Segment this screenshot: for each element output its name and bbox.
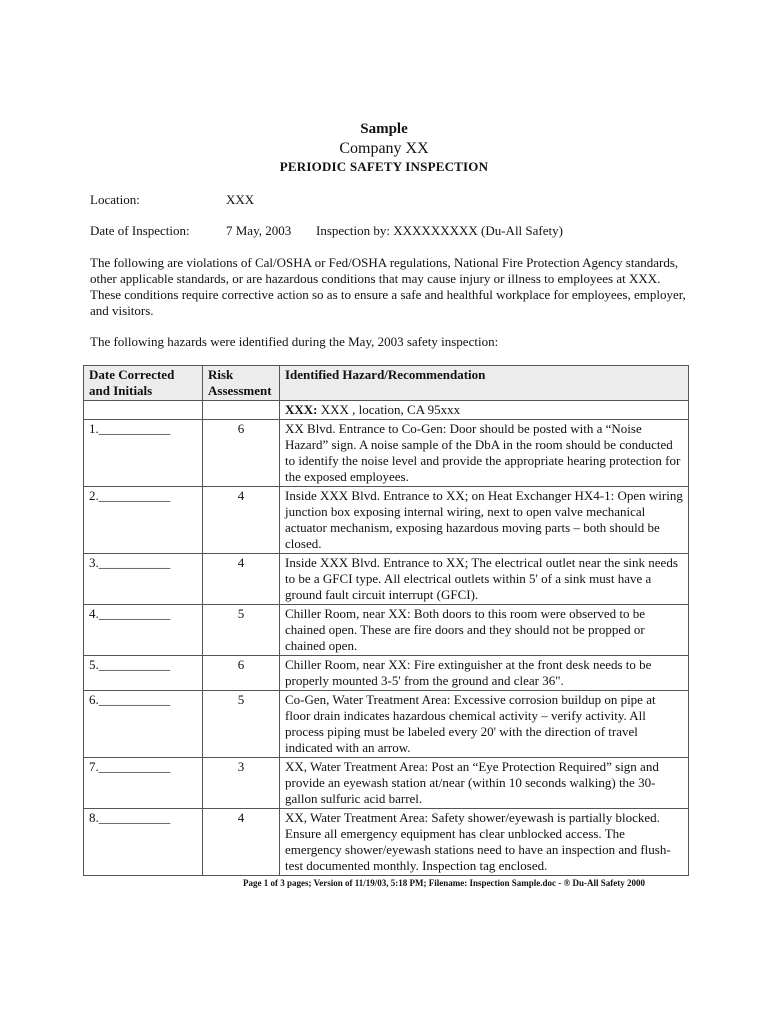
table-row [84,554,689,605]
hazard-cell: Co-Gen, Water Treatment Area: Excessive corrosion buildup on pipe at floor drain indicates hazardous chemical activity – verify activity. All process piping must be labeled every 20' with the direction of travel indicated with an arrow. [280,691,689,758]
table-header-row [84,366,689,401]
inspector-label: Inspection by: [316,223,391,238]
date-initials-cell: 7.___________ [84,758,203,809]
risk-cell: 6 [203,420,280,487]
table-row [84,656,689,691]
location-label: Location: [90,192,140,207]
site-row [84,401,689,420]
site-label: XXX: [285,402,318,417]
header-hazard: Identified Hazard/Recommendation [280,366,689,401]
risk-cell: 4 [203,809,280,876]
date-initials-cell: 1.___________ [84,420,203,487]
date-initials-cell: 4.___________ [84,605,203,656]
site-cell [280,401,689,420]
hazards-intro: The following hazards were identified during the May, 2003 safety inspection: [90,334,499,349]
location-line [90,192,254,208]
company-name: Company XX [339,140,429,157]
site-value: XXX , location, CA 95xxx [317,402,461,417]
table-row [84,487,689,554]
inspector-value: XXXXXXXXX (Du-All Safety) [393,223,563,238]
sample-heading: Sample [360,121,408,137]
header-risk-assessment: Risk Assessment [203,366,280,401]
table-row [84,691,689,758]
site-empty-cell [203,401,280,420]
risk-cell: 4 [203,554,280,605]
hazard-cell: Inside XXX Blvd. Entrance to XX; on Heat Exchanger HX4-1: Open wiring junction box exposing internal wiring, next to open valve mechanical actuator mechanism, exposing hazardous moving parts – both should be closed. [280,487,689,554]
hazard-cell: XX, Water Treatment Area: Post an “Eye Protection Required” sign and provide an eyewash station at/near (within 10 seconds walking) the 30-gallon sulfuric acid barrel. [280,758,689,809]
hazard-table [83,365,689,876]
date-initials-cell: 5.___________ [84,656,203,691]
risk-cell: 4 [203,487,280,554]
table-row [84,605,689,656]
page-title: PERIODIC SAFETY INSPECTION [279,159,489,174]
risk-cell: 3 [203,758,280,809]
risk-cell: 5 [203,605,280,656]
hazard-cell: XX Blvd. Entrance to Co-Gen: Door should be posted with a “Noise Hazard” sign. A noise sample of the DbA in the room should be conducted to identify the noise level and provide the appropriate hearing protection for the exposed employees. [280,420,689,487]
site-empty-cell [84,401,203,420]
risk-cell: 5 [203,691,280,758]
date-initials-cell: 2.___________ [84,487,203,554]
table-row [84,420,689,487]
date-initials-cell: 6.___________ [84,691,203,758]
hazard-cell: Chiller Room, near XX: Both doors to this room were observed to be chained open. These are fire doors and they should not be propped or chained open. [280,605,689,656]
date-label: Date of Inspection: [90,223,190,238]
risk-cell: 6 [203,656,280,691]
hazard-cell: XX, Water Treatment Area: Safety shower/eyewash is partially blocked. Ensure all emergency equipment has clear unblocked access. The emergency shower/eyewash stations need to have an inspection and flush-test documented monthly. Inspection tag enclosed. [280,809,689,876]
hazard-cell: Chiller Room, near XX: Fire extinguisher at the front desk needs to be properly mounted 3-5' from the ground and clear 36". [280,656,689,691]
page-footer: Page 1 of 3 pages; Version of 11/19/03, 5:18 PM; Filename: Inspection Sample.doc - ® Du-All Safety 2000 [243,878,645,888]
date-value: 7 May, 2003 [226,223,292,238]
table-row [84,758,689,809]
date-initials-cell: 8.___________ [84,809,203,876]
date-initials-cell: 3.___________ [84,554,203,605]
intro-paragraph: The following are violations of Cal/OSHA or Fed/OSHA regulations, National Fire Protection Agency standards, other applicable standards, or are hazardous conditions that may cause injury or illness to employees at XXX. These conditions require corrective action so as to ensure a safe and healthful workplace for employees, employer, and visitors. [90,255,686,318]
location-value: XXX [226,192,255,207]
hazard-cell: Inside XXX Blvd. Entrance to XX; The electrical outlet near the sink needs to be a GFCI type. All electrical outlets within 5' of a sink must have a ground fault circuit interrupt (GFCI). [280,554,689,605]
header-date-corrected: Date Corrected and Initials [84,366,203,401]
date-line [90,223,563,239]
table-row [84,809,689,876]
